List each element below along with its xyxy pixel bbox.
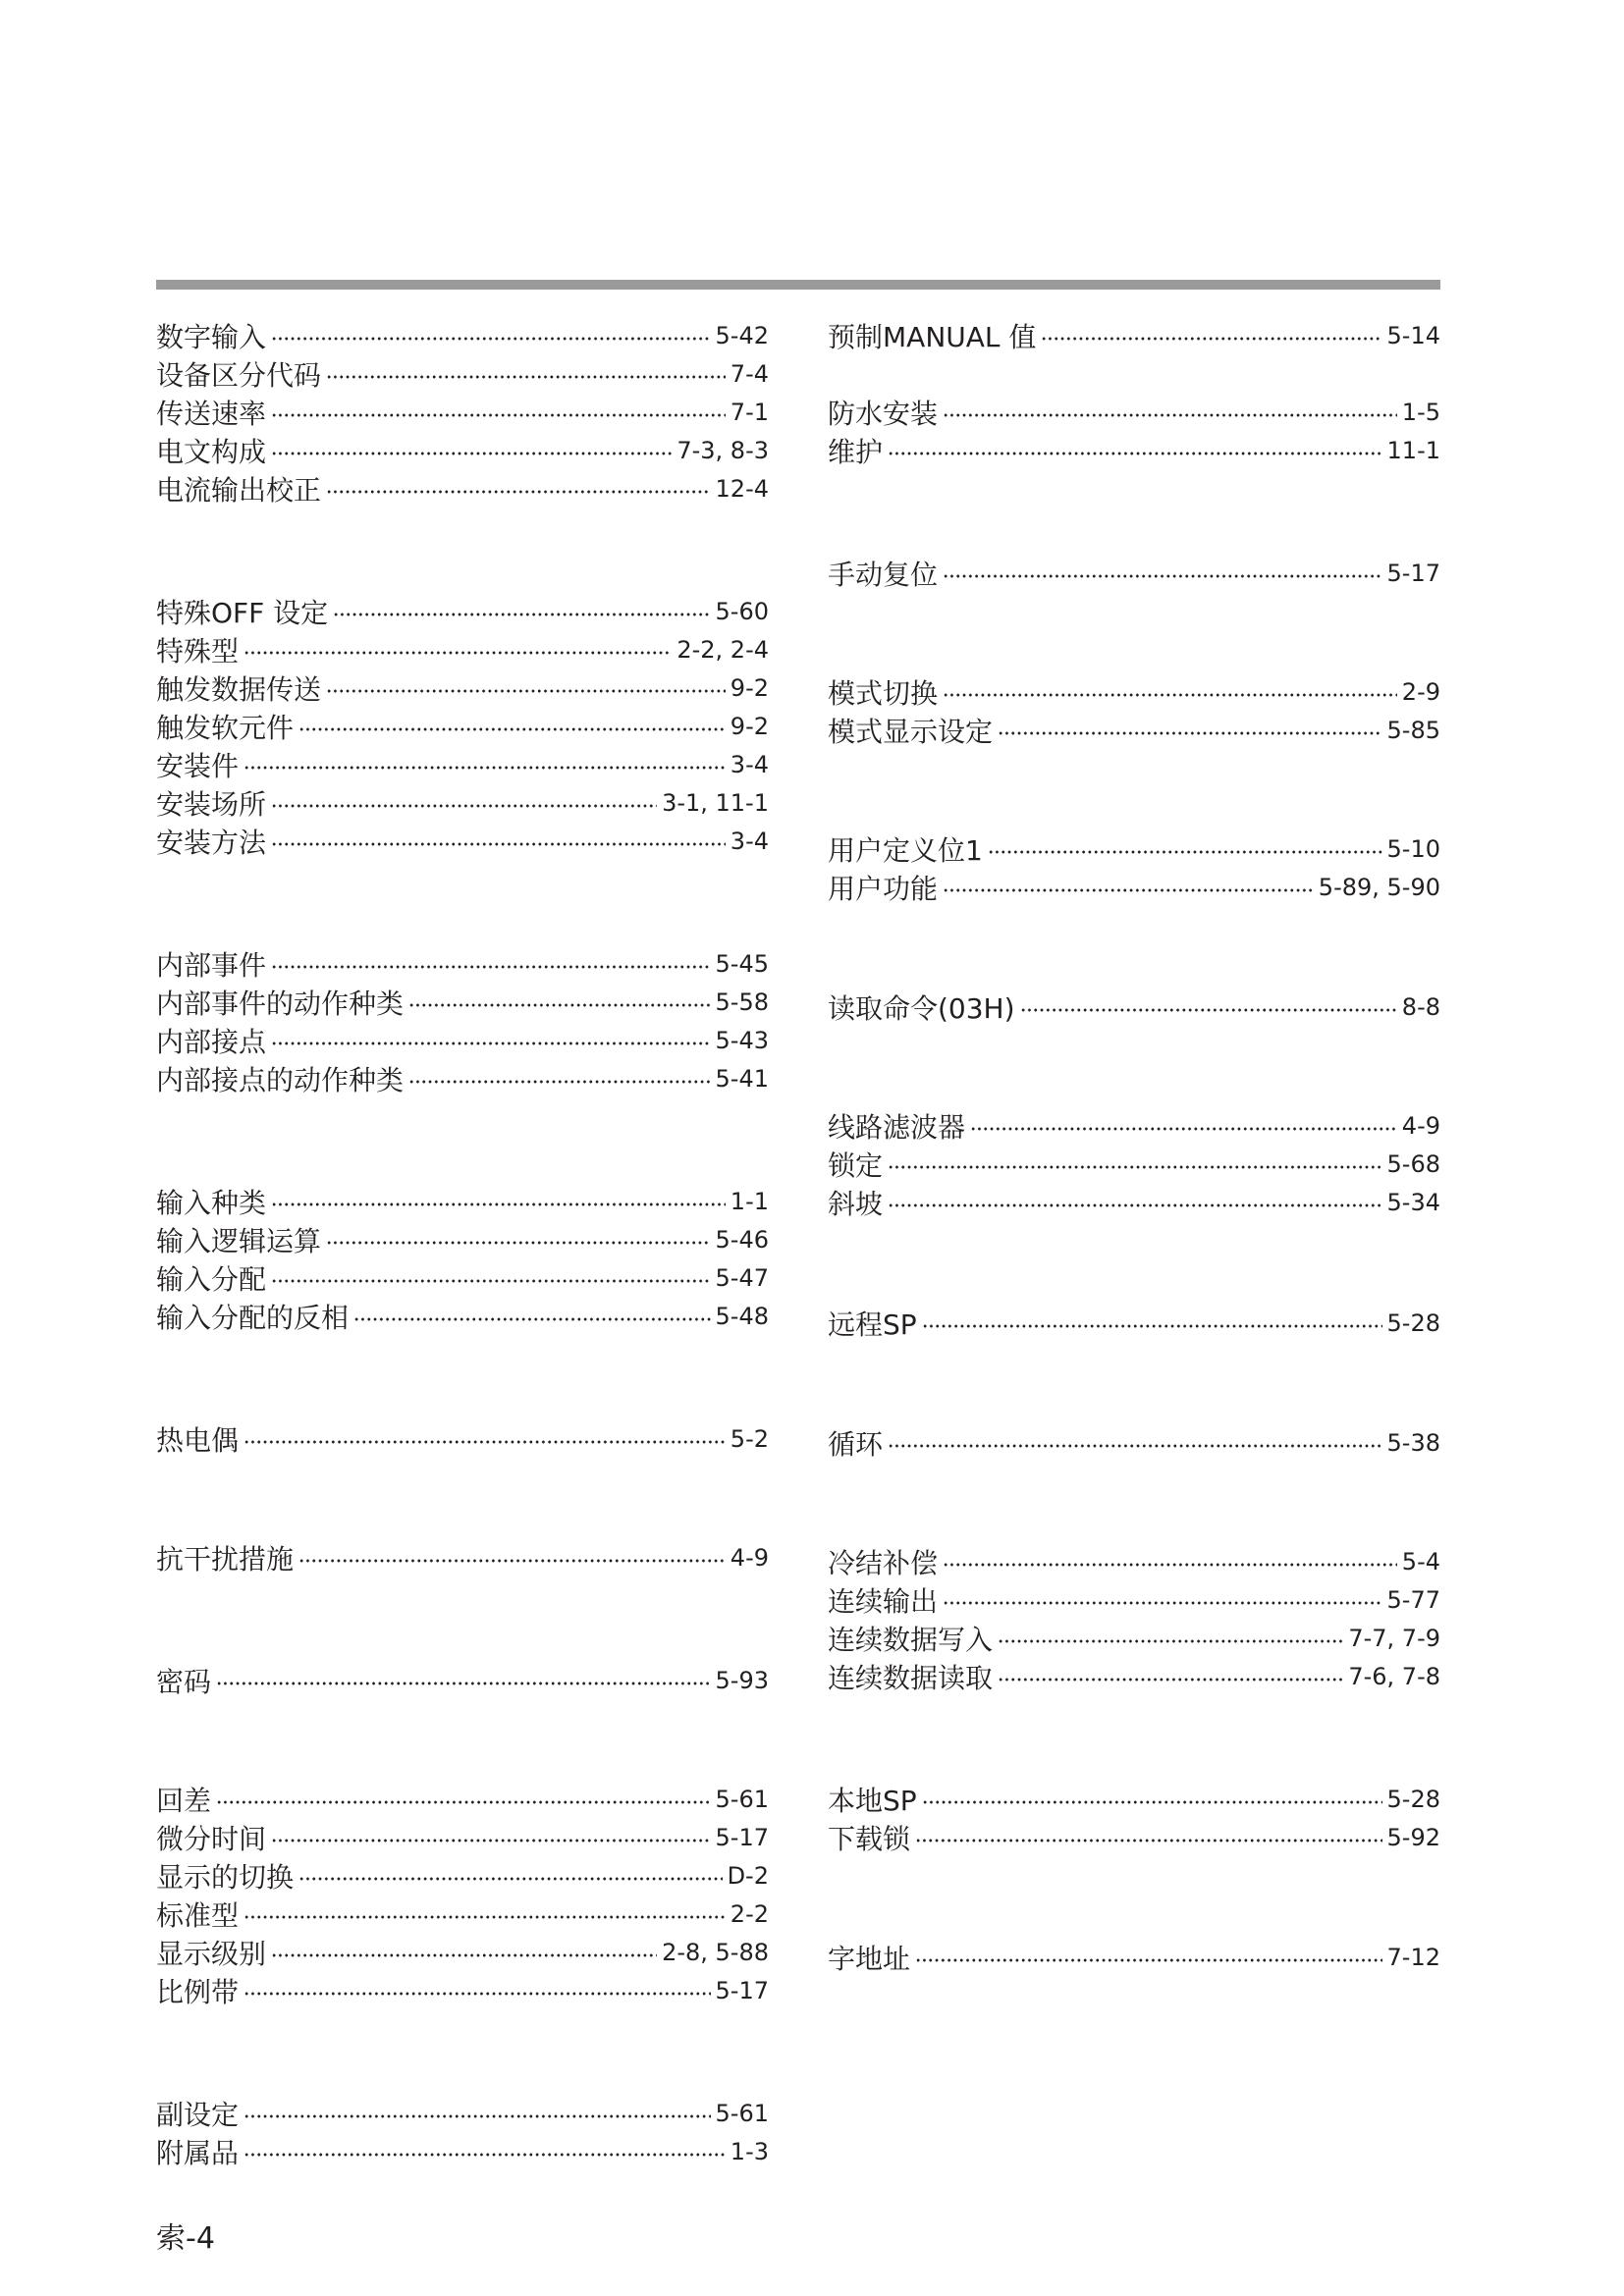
index-entry: [156, 783, 769, 822]
index-page-ref: 5-61: [715, 2099, 769, 2127]
index-page-ref: 5-41: [715, 1064, 769, 1093]
dot-leader: [888, 1203, 1382, 1207]
dot-leader: [244, 1992, 711, 1996]
index-entry: [828, 1818, 1440, 1856]
top-rule: [156, 280, 1440, 290]
dot-leader: [353, 1317, 711, 1321]
index-term: 电文构成: [156, 435, 267, 468]
index-term: 本地SP: [828, 1784, 917, 1817]
index-term: 内部事件的动作种类: [156, 987, 405, 1020]
index-term: 模式切换: [828, 676, 939, 710]
index-entry: [156, 592, 769, 630]
dot-leader: [998, 1678, 1343, 1682]
dot-leader: [333, 613, 710, 616]
index-page-ref: 5-92: [1386, 1823, 1440, 1851]
index-term: 抗干扰措施: [156, 1542, 295, 1575]
index-entry: [156, 431, 769, 469]
index-term: 斜坡: [828, 1187, 884, 1220]
index-page-ref: 7-4: [730, 359, 769, 388]
index-entry: [156, 707, 769, 745]
index-term: 用户功能: [828, 872, 939, 905]
dot-leader: [326, 689, 726, 693]
index-entry: [828, 1542, 1440, 1580]
index-page-ref: 5-14: [1386, 321, 1440, 349]
index-entry: [156, 1895, 769, 1933]
index-entry: [828, 988, 1440, 1026]
index-term: 安装场所: [156, 787, 267, 821]
dot-leader: [943, 1563, 1397, 1567]
index-page-ref: 5-10: [1386, 834, 1440, 863]
index-page-ref: 5-93: [715, 1666, 769, 1694]
index-page-ref: 5-2: [730, 1424, 769, 1453]
index-page-ref: 2-8, 5-88: [662, 1938, 769, 1966]
dot-leader: [408, 1003, 711, 1007]
index-entry: [156, 316, 769, 354]
dot-leader: [1041, 337, 1381, 341]
index-page-ref: 5-46: [715, 1225, 769, 1254]
index-page-ref: 12-4: [715, 474, 769, 503]
index-page-ref: 5-58: [715, 988, 769, 1016]
index-term: 触发软元件: [156, 711, 295, 744]
dot-leader: [943, 413, 1397, 417]
index-page-ref: 2-9: [1401, 677, 1440, 706]
index-term: 安装方法: [156, 826, 267, 859]
index-page-ref: 7-7, 7-9: [1348, 1624, 1440, 1652]
index-page-ref: 5-17: [715, 1976, 769, 2004]
dot-leader: [970, 1127, 1397, 1131]
dot-leader: [244, 1915, 726, 1919]
index-entry: [156, 745, 769, 783]
index-entry: [828, 829, 1440, 868]
index-entry: [156, 983, 769, 1021]
index-page-ref: 1-1: [730, 1187, 769, 1215]
index-entry: [156, 1220, 769, 1258]
index-page-ref: 7-6, 7-8: [1348, 1662, 1440, 1690]
index-term: 连续数据写入: [828, 1623, 994, 1656]
index-page-ref: 5-38: [1386, 1428, 1440, 1457]
index-term: 热电偶: [156, 1423, 240, 1457]
dot-leader: [271, 1202, 726, 1206]
dot-leader: [271, 965, 711, 969]
dot-leader: [988, 850, 1382, 854]
index-entry: [156, 469, 769, 507]
dot-leader: [271, 1279, 711, 1283]
index-entry: [828, 431, 1440, 469]
index-entry: [828, 1423, 1440, 1462]
dot-leader: [271, 452, 672, 455]
dot-leader: [888, 1444, 1382, 1448]
index-entry: [828, 1145, 1440, 1183]
index-page-ref: 5-61: [715, 1785, 769, 1813]
dot-leader: [271, 842, 726, 846]
index-entry: [828, 711, 1440, 749]
index-entry: [156, 1182, 769, 1220]
index-entry: [156, 2094, 769, 2132]
index-entry: [156, 1297, 769, 1335]
index-page-ref: 3-4: [730, 750, 769, 778]
index-entry: [828, 393, 1440, 431]
dot-leader: [922, 1800, 1382, 1804]
index-entry: [828, 1780, 1440, 1818]
index-term: 回差: [156, 1784, 212, 1817]
dot-leader: [244, 2114, 711, 2118]
index-entry: [828, 1619, 1440, 1657]
index-entry: [156, 668, 769, 707]
index-term: 内部事件: [156, 948, 267, 982]
index-page-ref: 9-2: [730, 712, 769, 740]
dot-leader: [943, 693, 1397, 697]
dot-leader: [244, 1440, 726, 1444]
index-term: 显示的切换: [156, 1860, 295, 1894]
index-entry: [156, 1258, 769, 1297]
index-term: 特殊型: [156, 634, 240, 667]
index-term: 副设定: [156, 2098, 240, 2131]
index-page-ref: 5-60: [715, 597, 769, 625]
index-page-ref: 5-47: [715, 1263, 769, 1292]
index-page-ref: 5-48: [715, 1302, 769, 1330]
index-page-ref: 5-28: [1386, 1785, 1440, 1813]
index-entry: [156, 822, 769, 860]
dot-leader: [271, 1953, 657, 1957]
dot-leader: [998, 1639, 1343, 1643]
index-term: 附属品: [156, 2136, 240, 2169]
index-term: 防水安装: [828, 397, 939, 430]
index-page-ref: 4-9: [730, 1543, 769, 1572]
index-entry: [156, 1780, 769, 1818]
dot-leader: [298, 1559, 726, 1563]
index-page-ref: 5-89, 5-90: [1318, 873, 1440, 901]
index-term: 传送速率: [156, 397, 267, 430]
index-term: 循环: [828, 1427, 884, 1461]
index-term: 连续数据读取: [828, 1661, 994, 1694]
index-term: 用户定义位1: [828, 833, 983, 867]
index-term: 线路滤波器: [828, 1110, 966, 1144]
dot-leader: [244, 766, 726, 770]
index-page-ref: 7-1: [730, 398, 769, 426]
dot-leader: [271, 413, 726, 417]
index-term: 输入种类: [156, 1186, 267, 1219]
index-entry: [828, 672, 1440, 711]
index-page-ref: 5-34: [1386, 1188, 1440, 1216]
index-page-ref: 1-3: [730, 2137, 769, 2165]
index-term: 内部接点的动作种类: [156, 1063, 405, 1096]
dot-leader: [888, 452, 1382, 455]
index-term: 显示级别: [156, 1937, 267, 1970]
index-page-ref: D-2: [727, 1861, 769, 1890]
index-term: 下载锁: [828, 1822, 911, 1855]
dot-leader: [298, 1877, 723, 1881]
index-term: 锁定: [828, 1148, 884, 1182]
index-term: 远程SP: [828, 1308, 917, 1341]
index-page-ref: 5-77: [1386, 1585, 1440, 1614]
index-term: 读取命令(03H): [828, 991, 1015, 1025]
index-entry: [828, 1938, 1440, 1976]
index-page-ref: 4-9: [1401, 1111, 1440, 1140]
dot-leader: [271, 337, 711, 341]
index-page-ref: 5-28: [1386, 1308, 1440, 1337]
index-page-ref: 5-43: [715, 1026, 769, 1054]
index-entry: [156, 1059, 769, 1097]
index-entry: [156, 1818, 769, 1856]
dot-leader: [943, 574, 1382, 578]
index-entry: [156, 1661, 769, 1699]
index-page-ref: 7-12: [1386, 1943, 1440, 1971]
dot-leader: [244, 651, 672, 655]
dot-leader: [271, 1839, 711, 1842]
dot-leader: [326, 490, 711, 494]
index-term: 冷结补偿: [828, 1546, 939, 1579]
index-entry: [156, 354, 769, 393]
index-entry: [156, 1419, 769, 1458]
index-page-ref: 5-45: [715, 949, 769, 978]
dot-leader: [216, 1800, 711, 1804]
index-term: 模式显示设定: [828, 715, 994, 748]
index-page-ref: 5-85: [1386, 716, 1440, 744]
index-page-ref: 2-2: [730, 1899, 769, 1928]
index-term: 电流输出校正: [156, 473, 322, 507]
index-page-ref: 5-68: [1386, 1149, 1440, 1178]
index-entry: [156, 2132, 769, 2170]
index-entry: [156, 1971, 769, 2009]
index-term: 字地址: [828, 1942, 911, 1975]
index-entry: [156, 393, 769, 431]
index-entry: [828, 316, 1440, 354]
dot-leader: [888, 1165, 1382, 1169]
index-term: 内部接点: [156, 1025, 267, 1058]
index-entry: [828, 1106, 1440, 1145]
index-page-ref: 3-4: [730, 827, 769, 855]
dot-leader: [326, 375, 726, 379]
index-term: 特殊OFF 设定: [156, 596, 329, 629]
index-entry: [156, 1538, 769, 1576]
index-entry: [156, 1021, 769, 1059]
dot-leader: [244, 2153, 726, 2157]
dot-leader: [298, 727, 726, 731]
index-term: 输入分配: [156, 1262, 267, 1296]
index-entry: [828, 1580, 1440, 1619]
page-number: 索-4: [156, 2221, 215, 2256]
index-page-ref: 5-4: [1401, 1547, 1440, 1575]
dot-leader: [408, 1080, 711, 1084]
dot-leader: [271, 804, 657, 808]
index-entry: [828, 1657, 1440, 1695]
index-entry: [828, 1183, 1440, 1221]
index-entry: [828, 1304, 1440, 1342]
index-entry: [828, 554, 1440, 592]
dot-leader: [271, 1041, 711, 1045]
index-page-ref: 8-8: [1401, 992, 1440, 1021]
index-term: 预制MANUAL 值: [828, 320, 1037, 353]
index-page-ref: 11-1: [1386, 436, 1440, 464]
index-term: 安装件: [156, 749, 240, 782]
index-page-ref: 9-2: [730, 673, 769, 702]
dot-leader: [915, 1839, 1382, 1842]
index-page-ref: 5-42: [715, 321, 769, 349]
index-term: 输入逻辑运算: [156, 1224, 322, 1257]
index-term: 输入分配的反相: [156, 1301, 350, 1334]
index-page-ref: 1-5: [1401, 398, 1440, 426]
dot-leader: [943, 888, 1314, 892]
index-term: 维护: [828, 435, 884, 468]
index-page-ref: 3-1, 11-1: [662, 788, 769, 817]
index-term: 密码: [156, 1665, 212, 1698]
index-page-ref: 5-17: [715, 1823, 769, 1851]
dot-leader: [216, 1682, 711, 1685]
index-term: 比例带: [156, 1975, 240, 2008]
index-page-ref: 5-17: [1386, 559, 1440, 587]
index-term: 标准型: [156, 1898, 240, 1932]
index-entry: [156, 944, 769, 983]
index-term: 微分时间: [156, 1822, 267, 1855]
index-term: 数字输入: [156, 320, 267, 353]
dot-leader: [1020, 1008, 1397, 1012]
index-entry: [156, 630, 769, 668]
index-page-ref: 2-2, 2-4: [677, 635, 769, 664]
dot-leader: [943, 1601, 1382, 1605]
index-entry: [156, 1856, 769, 1895]
index-term: 设备区分代码: [156, 358, 322, 392]
dot-leader: [922, 1324, 1382, 1328]
index-entry: [828, 868, 1440, 906]
index-term: 触发数据传送: [156, 672, 322, 706]
index-term: 连续输出: [828, 1584, 939, 1618]
index-entry: [156, 1933, 769, 1971]
dot-leader: [326, 1241, 711, 1245]
dot-leader: [998, 731, 1382, 735]
dot-leader: [915, 1958, 1382, 1962]
index-term: 手动复位: [828, 558, 939, 591]
index-page-ref: 7-3, 8-3: [677, 436, 769, 464]
